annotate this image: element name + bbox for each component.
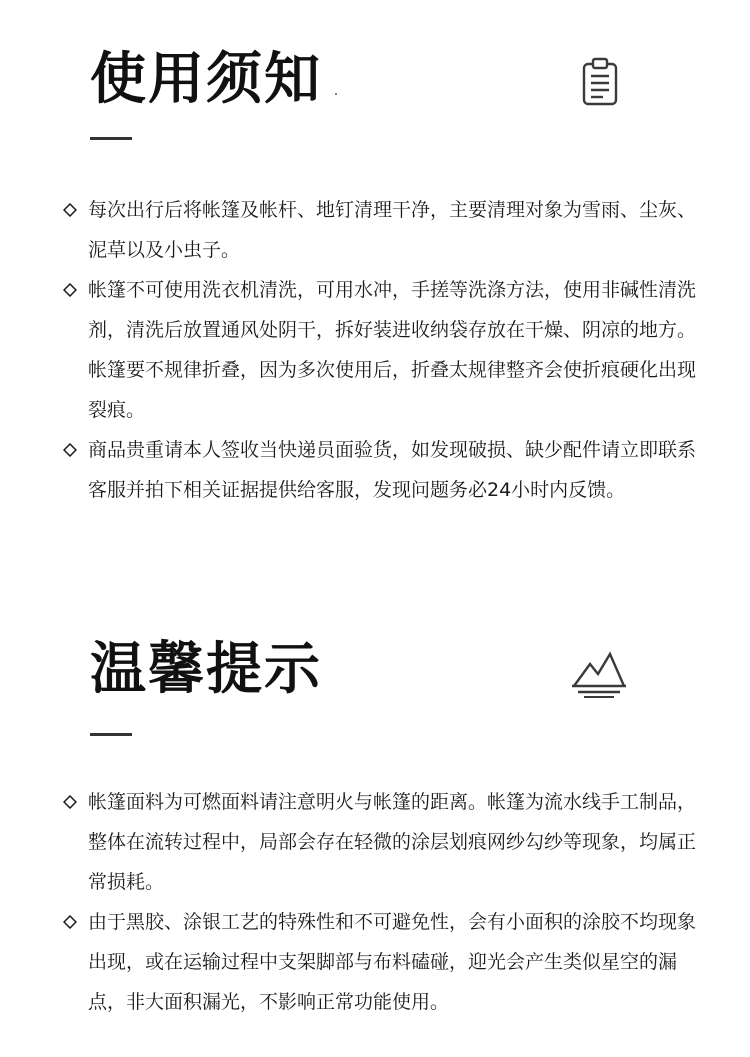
list-item-text: 帐篷面料为可燃面料请注意明火与帐篷的距离。帐篷为流水线手工制品，整体在流转过程中，局部会存在轻微的涂层划痕网纱勾纱等现象，均属正常损耗。 bbox=[88, 791, 697, 893]
title-divider bbox=[90, 733, 132, 736]
list-item-text: 商品贵重请本人签收当快递员面验货，如发现破损、缺少配件请立即联系客服并拍下相关证据提供给客服，发现问题务必24小时内反馈。 bbox=[88, 439, 697, 501]
mountain-icon bbox=[570, 648, 628, 698]
tips-list bbox=[60, 782, 700, 1022]
tips-title: 温馨提示 bbox=[90, 637, 322, 702]
title-divider bbox=[90, 137, 132, 140]
diamond-bullet-icon bbox=[63, 915, 77, 929]
decorative-dot bbox=[335, 93, 337, 95]
list-item-text: 由于黑胶、涂银工艺的特殊性和不可避免性，会有小面积的涂胶不均现象出现，或在运输过程中支架脚部与布料磕碰，迎光会产生类似星空的漏点，非大面积漏光，不影响正常功能使用。 bbox=[88, 911, 697, 1013]
notice-title: 使用须知 bbox=[90, 47, 322, 112]
notice-list bbox=[60, 190, 700, 510]
list-item bbox=[60, 782, 700, 902]
list-item-text: 每次出行后将帐篷及帐杆、地钉清理干净，主要清理对象为雪雨、尘灰、泥草以及小虫子。 bbox=[88, 199, 697, 261]
list-item bbox=[60, 270, 700, 430]
diamond-bullet-icon bbox=[63, 795, 77, 809]
list-item bbox=[60, 190, 700, 270]
list-item bbox=[60, 430, 700, 510]
diamond-bullet-icon bbox=[63, 443, 77, 457]
diamond-bullet-icon bbox=[63, 283, 77, 297]
list-item bbox=[60, 902, 700, 1022]
diamond-bullet-icon bbox=[63, 203, 77, 217]
clipboard-icon bbox=[576, 56, 624, 108]
list-item-text: 帐篷不可使用洗衣机清洗，可用水冲，手搓等洗涤方法，使用非碱性清洗剂，清洗后放置通风处阴干，拆好装进收纳袋存放在干燥、阴凉的地方。帐篷要不规律折叠，因为多次使用后，折叠太规律整齐会使折痕硬化出现裂痕。 bbox=[88, 279, 697, 421]
